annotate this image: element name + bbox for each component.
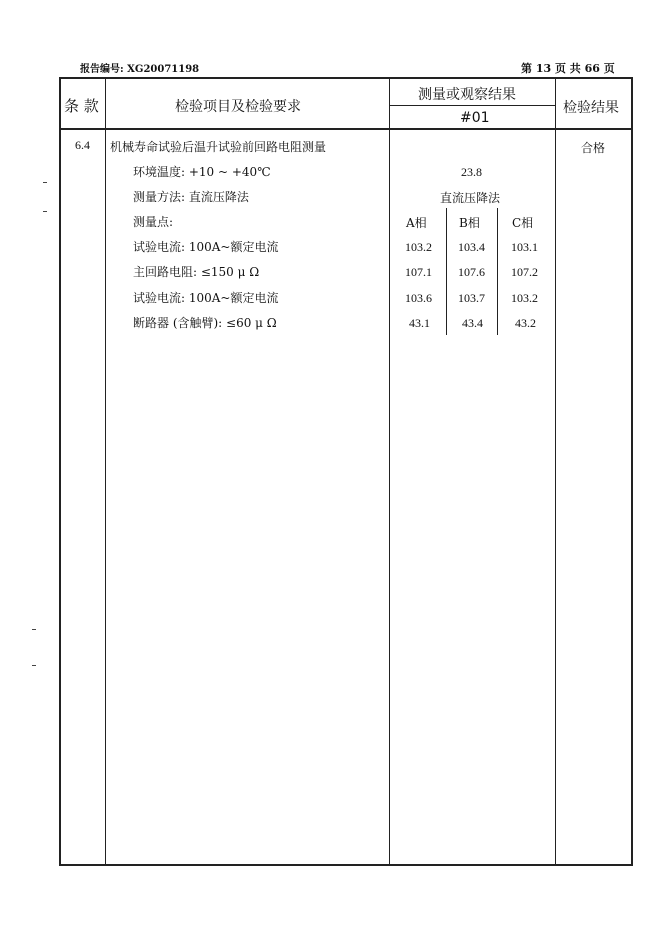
scan-mark xyxy=(32,629,36,630)
header-result: 检验结果 xyxy=(563,100,619,116)
line-method-value: 直流压降法 xyxy=(440,191,501,205)
line-current1-label: 试验电流: 100A~额定电流 xyxy=(133,240,279,254)
report-number: 报告编号: XG20071198 xyxy=(80,64,200,75)
col-divider-clause xyxy=(105,77,106,866)
phase-b-header: B相 xyxy=(459,216,480,230)
header-measure: 测量或观察结果 xyxy=(418,87,516,103)
main-resistance-b: 107.6 xyxy=(458,265,485,279)
row-title: 机械寿命试验后温升试验前回路电阻测量 xyxy=(110,140,327,154)
current2-a: 103.6 xyxy=(405,291,432,305)
phase-divider-bc xyxy=(497,208,498,335)
breaker-b: 43.4 xyxy=(462,316,483,330)
line-points-label: 测量点: xyxy=(133,215,174,229)
row-clause: 6.4 xyxy=(75,138,90,152)
current2-b: 103.7 xyxy=(458,291,485,305)
line-method-label: 测量方法: 直流压降法 xyxy=(133,190,249,204)
line-ambient-temp-value: 23.8 xyxy=(461,165,482,179)
current1-c: 103.1 xyxy=(511,240,538,254)
header-item: 检验项目及检验要求 xyxy=(175,99,301,115)
main-resistance-a: 107.1 xyxy=(405,265,432,279)
current2-c: 103.2 xyxy=(511,291,538,305)
line-main-resistance-label: 主回路电阻: ≤150 μ Ω xyxy=(133,265,260,279)
col-divider-item xyxy=(389,77,390,866)
row-result: 合格 xyxy=(581,141,606,155)
scan-mark xyxy=(43,182,47,183)
line-breaker-label: 断路器 (含触臂): ≤60 μ Ω xyxy=(133,316,277,330)
current1-a: 103.2 xyxy=(405,240,432,254)
breaker-a: 43.1 xyxy=(409,316,430,330)
phase-divider-ab xyxy=(446,208,447,335)
header-sample: #01 xyxy=(460,110,490,126)
line-current2-label: 试验电流: 100A~额定电流 xyxy=(133,291,279,305)
measure-subheader-line xyxy=(389,105,555,106)
main-resistance-c: 107.2 xyxy=(511,265,538,279)
header-bottom-line xyxy=(59,128,633,130)
breaker-c: 43.2 xyxy=(515,316,536,330)
page-info: 第 13 页 共 66 页 xyxy=(521,62,615,75)
col-divider-result xyxy=(555,77,556,866)
phase-a-header: A相 xyxy=(406,216,427,230)
line-ambient-temp-label: 环境温度: +10 ~ +40℃ xyxy=(133,165,271,179)
phase-c-header: C相 xyxy=(512,216,534,230)
scan-mark xyxy=(43,211,47,212)
header-clause: 条 款 xyxy=(64,97,99,115)
scan-mark xyxy=(32,665,36,666)
current1-b: 103.4 xyxy=(458,240,485,254)
